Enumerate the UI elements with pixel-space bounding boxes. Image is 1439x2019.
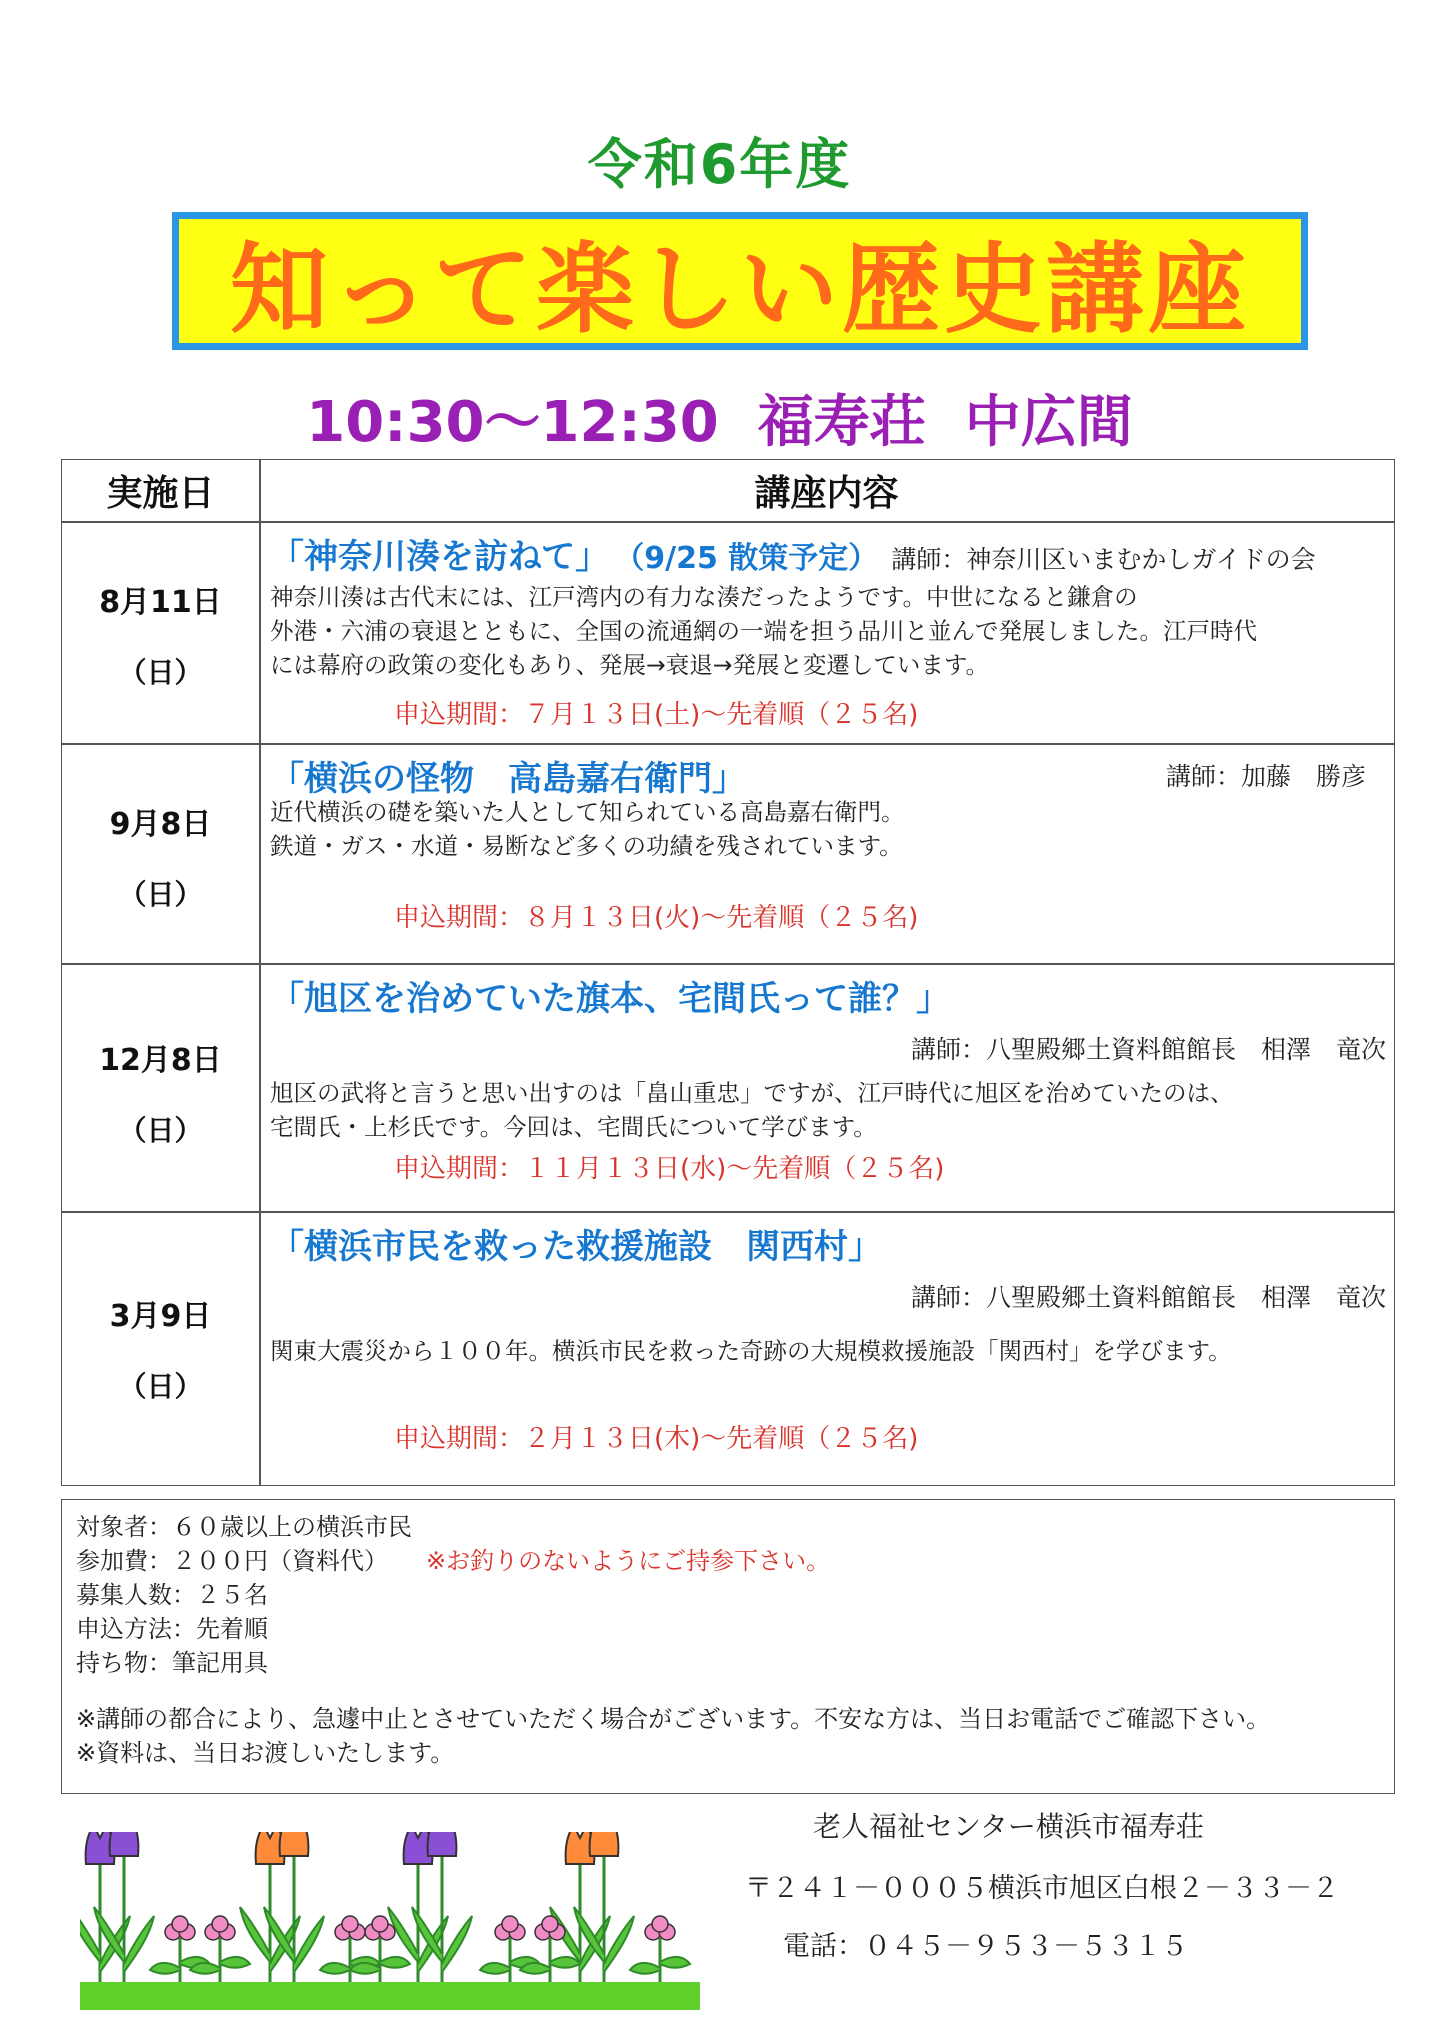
tulips-illustration xyxy=(80,1832,720,2012)
flower-icon xyxy=(190,1916,250,1982)
title-banner xyxy=(172,212,1308,350)
method: 申込方法：先着順 xyxy=(76,1615,268,1643)
lecturer: 講師：加藤 勝彦 xyxy=(1165,762,1366,791)
date: 3月9日 xyxy=(109,1299,212,1334)
address: 〒２４１－０００５横浜市旭区白根２－３３－２ xyxy=(745,1873,1339,1904)
content-cell xyxy=(270,1219,1386,1455)
header-date: 実施日 xyxy=(106,473,215,514)
year-heading: 令和6年度 xyxy=(587,133,852,196)
table-row xyxy=(62,1211,1394,1485)
description-line: 神奈川湊は古代末には、江戸湾内の有力な湊だったようです。中世になると鎌倉の xyxy=(270,583,1138,611)
content-cell xyxy=(270,751,1386,934)
description-line: 外港・六浦の衰退とともに、全国の流通網の一端を担う品川と並んで発展しました。江戸時代 xyxy=(270,617,1257,645)
weekday: （日） xyxy=(118,1114,203,1147)
items: 持ち物：筆記用具 xyxy=(76,1649,268,1677)
lecture-title: 「旭区を治めていた旗本、宅間氏って誰？」 xyxy=(270,979,950,1019)
lecturer: 講師：神奈川区いまむかしガイドの会 xyxy=(891,545,1316,574)
capacity: 募集人数：２５名 xyxy=(76,1581,268,1609)
fee-note: ※お釣りのないようにご持参下さい。 xyxy=(426,1547,831,1575)
description-line: 旭区の武将と言うと思い出すのは「畠山重忠」ですが、江戸時代に旭区を治めていたのは、 xyxy=(270,1079,1234,1107)
lecturer: 講師：八聖殿郷土資料館館長 相澤 竜次 xyxy=(910,1283,1386,1312)
table-row xyxy=(62,521,1394,743)
lecturer: 講師：八聖殿郷土資料館館長 相澤 竜次 xyxy=(910,1035,1386,1064)
date-cell xyxy=(62,799,259,913)
date-cell xyxy=(62,1035,259,1149)
note-materials: ※資料は、当日お渡しいたします。 xyxy=(76,1739,455,1767)
page-title: 知って楽しい歴史講座 xyxy=(229,232,1250,347)
target: 対象者：６０歳以上の横浜市民 xyxy=(76,1513,412,1541)
lecture-title: 「横浜市民を救った救援施設 関西村」 xyxy=(270,1227,882,1267)
note-cancel: ※講師の都合により、急遽中止とさせていただく場合がございます。不安な方は、当日お電話でご確認下さい。 xyxy=(76,1705,1271,1733)
fee-line xyxy=(76,1544,1380,1578)
description-line: 関東大震災から１００年。横浜市民を救った奇跡の大規模救援施設「関西村」を学びます。 xyxy=(270,1337,1232,1365)
lecture-title: 「神奈川湊を訪ねて」 xyxy=(270,537,610,577)
date: 8月11日 xyxy=(99,585,222,620)
description-line: 近代横浜の礎を築いた人として知られている高島嘉右衛門。 xyxy=(270,798,905,826)
table-row xyxy=(62,963,1394,1211)
header-content: 講座内容 xyxy=(754,473,899,514)
schedule-table xyxy=(61,459,1395,1486)
lecture-title: 「横浜の怪物 高島嘉右衛門」 xyxy=(270,759,746,799)
table-row xyxy=(62,743,1394,963)
description-line: 鉄道・ガス・水道・易断など多くの功績を残されています。 xyxy=(270,832,903,860)
content-cell xyxy=(270,971,1386,1185)
organization: 老人福祉センター横浜市福寿荘 xyxy=(813,1810,1204,1843)
application-period: 申込期間：２月１３日(木)～先着順（２５名) xyxy=(394,1424,919,1454)
flower-icon xyxy=(630,1916,690,1982)
date-cell xyxy=(62,1291,259,1405)
fee: 参加費：２００円（資料代） xyxy=(76,1547,388,1575)
description-line: 宅間氏・上杉氏です。今回は、宅間氏について学びます。 xyxy=(270,1113,877,1141)
date: 12月8日 xyxy=(99,1043,222,1078)
description-line: には幕府の政策の変化もあり、発展→衰退→発展と変遷しています。 xyxy=(270,651,989,679)
info-box xyxy=(61,1499,1395,1794)
application-period: 申込期間：７月１３日(土)～先着順（２５名) xyxy=(394,700,919,730)
weekday: （日） xyxy=(118,1370,203,1403)
date-cell xyxy=(62,577,259,691)
weekday: （日） xyxy=(118,656,203,689)
grass-icon xyxy=(80,1982,700,2010)
walk-note: （9/25 散策予定） xyxy=(614,541,879,576)
time-place: 10:30～12:30 福寿荘 中広間 xyxy=(306,390,1133,455)
application-period: 申込期間：１１月１３日(水)～先着順（２５名) xyxy=(394,1154,945,1184)
date: 9月8日 xyxy=(109,807,212,842)
content-cell xyxy=(270,529,1386,731)
phone: 電話：０４５－９５３－５３１５ xyxy=(783,1931,1188,1962)
application-period: 申込期間：８月１３日(火)～先着順（２５名) xyxy=(394,903,919,933)
weekday: （日） xyxy=(118,878,203,911)
